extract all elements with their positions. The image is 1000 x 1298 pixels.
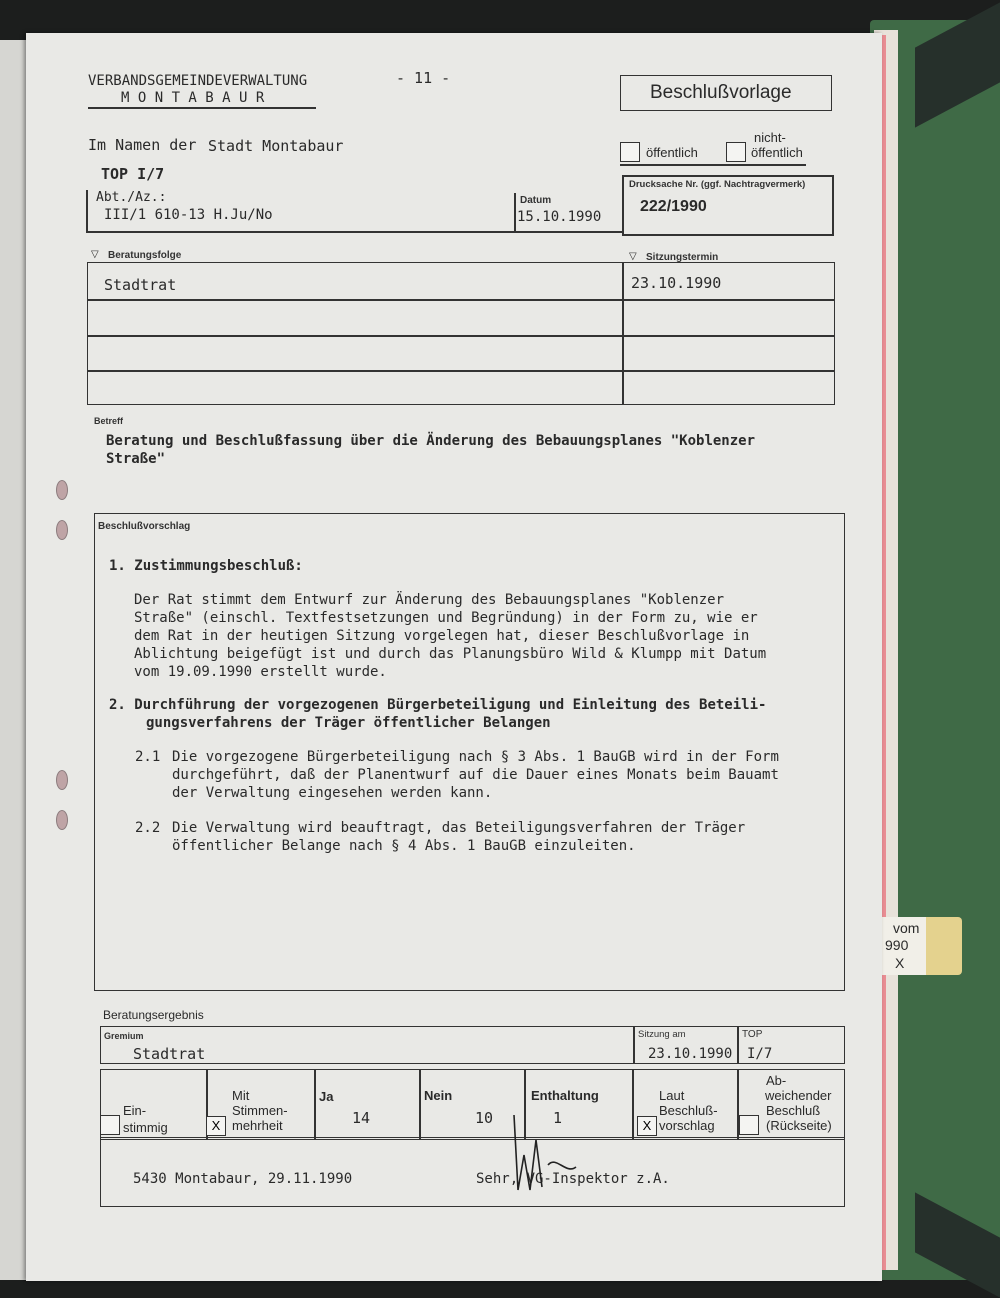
item21-number: 2.1 xyxy=(135,749,161,765)
item1-line: Ablichtung beigefügt ist und durch das Planungsbüro Wild & Klumpp mit Datum xyxy=(134,646,767,662)
signature-name: Sehr, VG-Inspektor z.A. xyxy=(476,1171,670,1187)
per-proposal-label-2: Beschluß- xyxy=(659,1103,718,1118)
sender-name: Stadt Montabaur xyxy=(208,137,344,155)
consultation-row-line xyxy=(87,370,835,372)
votes-divider xyxy=(632,1069,634,1139)
ref-date-border xyxy=(514,193,516,232)
sticker-line1: vom xyxy=(893,920,920,936)
print-no-value: 222/1990 xyxy=(640,198,707,215)
majority-checkbox[interactable]: X xyxy=(206,1116,226,1136)
unanimous-checkbox[interactable] xyxy=(100,1115,120,1135)
ref-label: Abt./Az.: xyxy=(96,190,167,205)
item22-line: öffentlicher Belange nach § 4 Abs. 1 BauGB einzuleiten. xyxy=(172,838,636,854)
gremium-value: Stadtrat xyxy=(133,1045,206,1063)
date-label: Datum xyxy=(520,195,552,206)
punch-hole xyxy=(56,770,68,790)
per-proposal-label-3: vorschlag xyxy=(659,1118,715,1133)
sticker-line3: X xyxy=(895,955,905,971)
top-label: TOP xyxy=(742,1029,763,1040)
sticker-line2: 990 xyxy=(885,937,909,953)
abstain-value: 1 xyxy=(553,1109,563,1127)
visibility-underline xyxy=(620,164,806,166)
ref-left-border xyxy=(86,190,88,232)
header-underline xyxy=(88,107,316,109)
punch-hole xyxy=(56,480,68,500)
place-date: 5430 Montabaur, 29.11.1990 xyxy=(133,1171,353,1187)
result-label: Beratungsergebnis xyxy=(103,1008,204,1022)
consultation-row-line xyxy=(87,335,835,337)
session-label: Sitzung am xyxy=(638,1029,686,1040)
sender-label: Im Namen der xyxy=(88,136,197,154)
print-no-label: Drucksache Nr. (ggf. Nachtragvermerk) xyxy=(629,179,806,190)
sequence-label: Beratungsfolge xyxy=(108,250,182,261)
authority-name: VERBANDSGEMEINDEVERWALTUNG xyxy=(88,73,308,89)
item22-number: 2.2 xyxy=(135,820,161,836)
session-divider xyxy=(633,1026,635,1063)
page-number: - 11 - xyxy=(396,69,451,87)
item2-title-line1: 2. Durchführung der vorgezogenen Bürgerbeteiligung und Einleitung des Beteili- xyxy=(109,697,767,713)
majority-label-3: mehrheit xyxy=(232,1118,283,1133)
subject-line2: Straße" xyxy=(106,451,166,467)
unanimous-label-2: stimmig xyxy=(123,1120,168,1135)
votes-divider xyxy=(419,1069,421,1139)
item21-line: der Verwaltung eingesehen werden kann. xyxy=(172,785,493,801)
public-label: öffentlich xyxy=(646,145,698,160)
item21-line: Die vorgezogene Bürgerbeteiligung nach § 3 Abs. 1 BauGB wird in der Form xyxy=(172,749,779,765)
punch-hole xyxy=(56,810,68,830)
item21-line: durchgeführt, daß der Planentwurf auf die Dauer eines Monats beim Bauamt xyxy=(172,767,779,783)
majority-label-1: Mit xyxy=(232,1088,250,1103)
punch-hole xyxy=(56,520,68,540)
top-divider xyxy=(737,1026,739,1063)
no-value: 10 xyxy=(475,1109,494,1127)
item2-title-line2: gungsverfahrens der Träger öffentlicher Belangen xyxy=(146,715,551,731)
gremium-box xyxy=(100,1026,845,1064)
public-checkbox[interactable] xyxy=(620,142,640,162)
item1-line: Straße" (einschl. Textfestsetzungen und Begründung) in der Form zu, wie er xyxy=(134,610,758,626)
no-label: Nein xyxy=(424,1088,453,1103)
per-proposal-label-1: Laut xyxy=(659,1088,685,1103)
consultation-body: Stadtrat xyxy=(104,276,177,294)
item1-line: vom 19.09.1990 erstellt wurde. xyxy=(134,664,387,680)
item22-line: Die Verwaltung wird beauftragt, das Beteiligungsverfahren der Träger xyxy=(172,820,746,836)
consultation-date: 23.10.1990 xyxy=(631,274,722,292)
deviating-label-4: (Rückseite) xyxy=(766,1118,832,1133)
consultation-divider xyxy=(622,262,624,405)
ref-bottom-border xyxy=(86,231,622,233)
nonpublic-label-1: nicht- xyxy=(754,130,786,145)
item1-line: dem Rat in der heutigen Sitzung vorgelegen hat, dieser Beschlußvorlage in xyxy=(134,628,750,644)
deviating-label-1: Ab- xyxy=(766,1073,787,1088)
item1-line: Der Rat stimmt dem Entwurf zur Änderung des Bebauungsplanes "Koblenzer xyxy=(134,592,725,608)
handwritten-signature xyxy=(506,1095,586,1195)
item1-title: 1. Zustimmungsbeschluß: xyxy=(109,558,303,574)
deviating-checkbox[interactable] xyxy=(739,1115,759,1135)
deviating-label-3: Beschluß xyxy=(766,1103,821,1118)
doc-type: Beschlußvorlage xyxy=(650,82,792,103)
meeting-label: Sitzungstermin xyxy=(646,252,719,263)
per-proposal-checkbox[interactable]: X xyxy=(637,1116,657,1136)
abstain-label: Enthaltung xyxy=(531,1088,599,1103)
authority-city: M O N T A B A U R xyxy=(121,90,265,106)
subject-label: Betreff xyxy=(94,416,124,426)
consultation-table xyxy=(87,262,835,405)
top-number: TOP I/7 xyxy=(101,165,165,183)
unanimous-label-1: Ein- xyxy=(123,1103,147,1118)
document-page xyxy=(26,33,882,1281)
yes-value: 14 xyxy=(352,1109,371,1127)
ref-value: III/1 610-13 H.Ju/No xyxy=(104,207,273,223)
date-value: 15.10.1990 xyxy=(517,209,602,225)
yes-label: Ja xyxy=(319,1089,334,1104)
nonpublic-checkbox[interactable] xyxy=(726,142,746,162)
gremium-label: Gremium xyxy=(104,1031,144,1041)
meeting-arrow-icon: ▽ xyxy=(629,251,637,262)
sequence-arrow-icon: ▽ xyxy=(91,249,99,260)
deviating-label-2: weichender xyxy=(765,1088,832,1103)
votes-divider xyxy=(314,1069,316,1139)
session-value: 23.10.1990 xyxy=(648,1046,733,1062)
top-value: I/7 xyxy=(747,1046,773,1062)
nonpublic-label-2: öffentlich xyxy=(751,145,803,160)
subject-line1: Beratung und Beschlußfassung über die Änderung des Bebauungsplanes "Koblenzer xyxy=(106,433,756,449)
majority-label-2: Stimmen- xyxy=(232,1103,288,1118)
consultation-row-line xyxy=(87,299,835,301)
proposal-label: Beschlußvorschlag xyxy=(98,521,191,532)
